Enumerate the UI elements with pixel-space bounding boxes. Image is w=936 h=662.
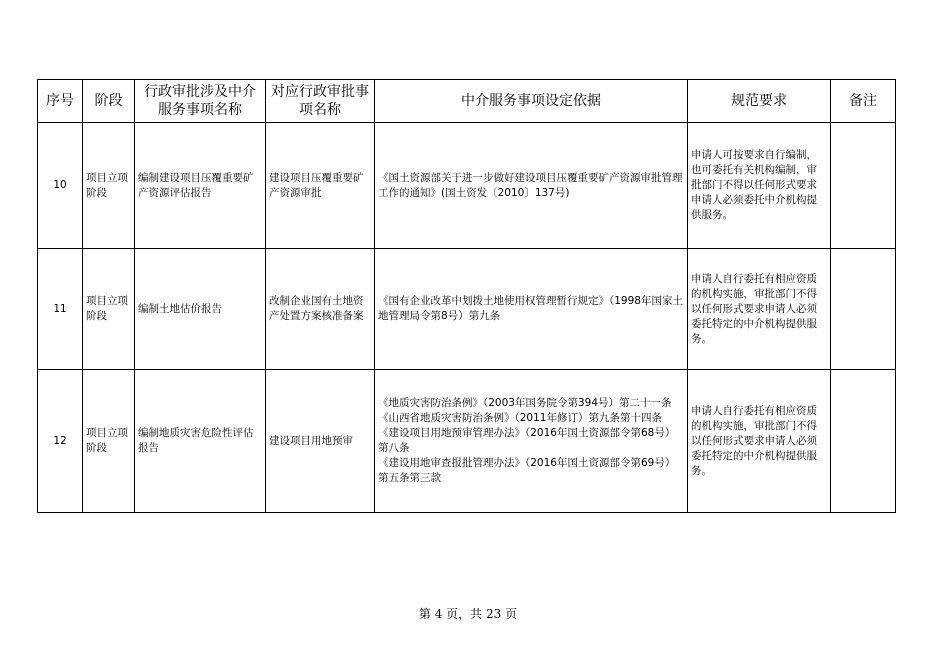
basis-line: 《地质灾害防治条例》（2003年国务院令第394号）第二十一条 (378, 397, 672, 409)
row-number: 11 (38, 249, 83, 370)
header-stage: 阶段 (83, 80, 135, 123)
row-stage: 项目立项阶段 (83, 370, 135, 513)
table-row (38, 370, 896, 513)
row-remark (831, 370, 896, 513)
row-approval-name: 建设项目压覆重要矿产资源审批 (266, 123, 375, 249)
header-no: 序号 (38, 80, 83, 123)
row-basis: 《国有企业改革中划拨土地使用权管理暂行规定》（1998年国家土地管理局令第8号）第九条 (375, 249, 688, 370)
row-item-name: 编制土地估价报告 (135, 249, 266, 370)
row-remark (831, 123, 896, 249)
header-basis: 中介服务事项设定依据 (375, 80, 688, 123)
row-requirement: 申请人可按要求自行编制，也可委托有关机构编制，审批部门不得以任何形式要求申请人必须委托中介机构提供服务。 (688, 123, 831, 249)
header-requirement: 规范要求 (688, 80, 831, 123)
basis-line: 《建设项目用地预审管理办法》（2016年国土资源部令第68号）第八条 (378, 427, 676, 454)
row-remark (831, 249, 896, 370)
table-row (38, 123, 896, 249)
header-approval-name: 对应行政审批事项名称 (266, 80, 375, 123)
row-approval-name: 改制企业国有土地资产处置方案核准备案 (266, 249, 375, 370)
basis-line: 《山西省地质灾害防治条例》（2011年修订）第九条第十四条 (378, 412, 662, 424)
row-approval-name: 建设项目用地预审 (266, 370, 375, 513)
row-item-name: 编制建设项目压覆重要矿产资源评估报告 (135, 123, 266, 249)
row-number: 10 (38, 123, 83, 249)
table-row (38, 249, 896, 370)
header-item-name: 行政审批涉及中介服务事项名称 (135, 80, 266, 123)
row-item-name: 编制地质灾害危险性评估报告 (135, 370, 266, 513)
row-requirement: 申请人自行委托有相应资质的机构实施，审批部门不得以任何形式要求申请人必须委托特定的中介机构提供服务。 (688, 370, 831, 513)
row-basis: 《国土资源部关于进一步做好建设项目压覆重要矿产资源审批管理工作的通知》(国土资发〔2010〕137号) (375, 123, 688, 249)
intermediary-services-table (37, 79, 896, 513)
header-row (38, 80, 896, 123)
basis-line: 《建设用地审查报批管理办法》（2016年国土资源部令第69号）第五条第三款 (378, 457, 676, 484)
row-stage: 项目立项阶段 (83, 249, 135, 370)
header-remark: 备注 (831, 80, 896, 123)
page-number: 第 4 页，共 23 页 (418, 607, 518, 621)
row-number: 12 (38, 370, 83, 513)
row-requirement: 申请人自行委托有相应资质的机构实施，审批部门不得以任何形式要求申请人必须委托特定的中介机构提供服务。 (688, 249, 831, 370)
row-stage: 项目立项阶段 (83, 123, 135, 249)
row-basis (375, 370, 688, 513)
